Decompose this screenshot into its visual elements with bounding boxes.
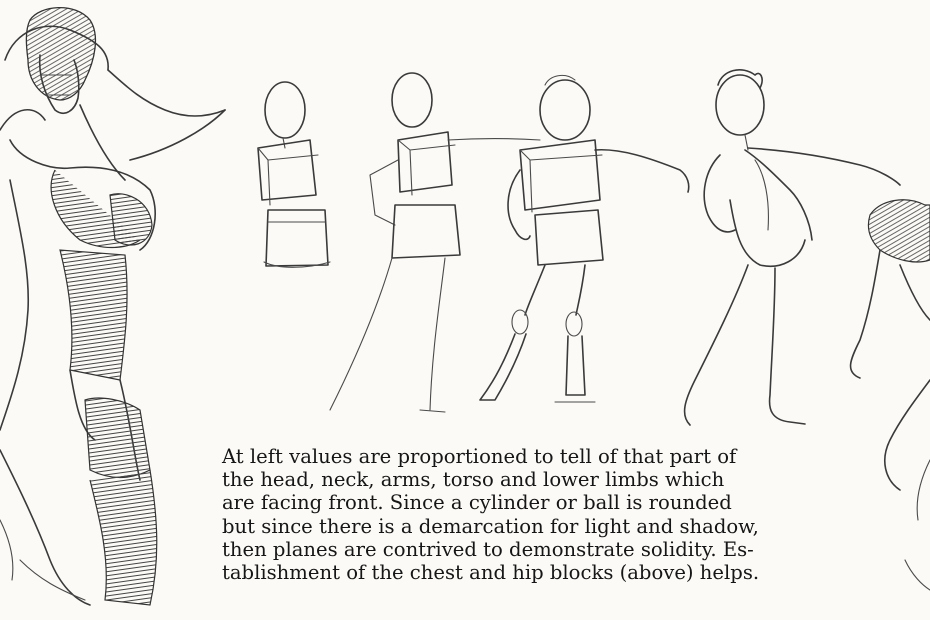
caption-line: then planes are contrived to demonstrate solidity. Es-: [222, 537, 754, 561]
block-figure-3: [480, 75, 689, 402]
caption-line: the head, neck, arms, torso and lower limbs which: [222, 468, 725, 492]
block-figure-1: [258, 82, 330, 267]
partial-crouching-figure: [851, 200, 930, 590]
finished-dancer-figure: [685, 70, 900, 425]
shaded-kneeling-figure: [0, 8, 225, 605]
caption-line: tablishment of the chest and hip blocks (above) helps.: [222, 561, 760, 585]
caption-line: are facing front. Since a cylinder or ball is rounded: [222, 491, 732, 515]
caption-line: At left values are proportioned to tell of that part of: [222, 445, 737, 468]
block-figure-2: [330, 73, 540, 412]
caption-text-block: [222, 445, 842, 584]
caption-line: but since there is a demarcation for light and shadow,: [222, 514, 759, 538]
